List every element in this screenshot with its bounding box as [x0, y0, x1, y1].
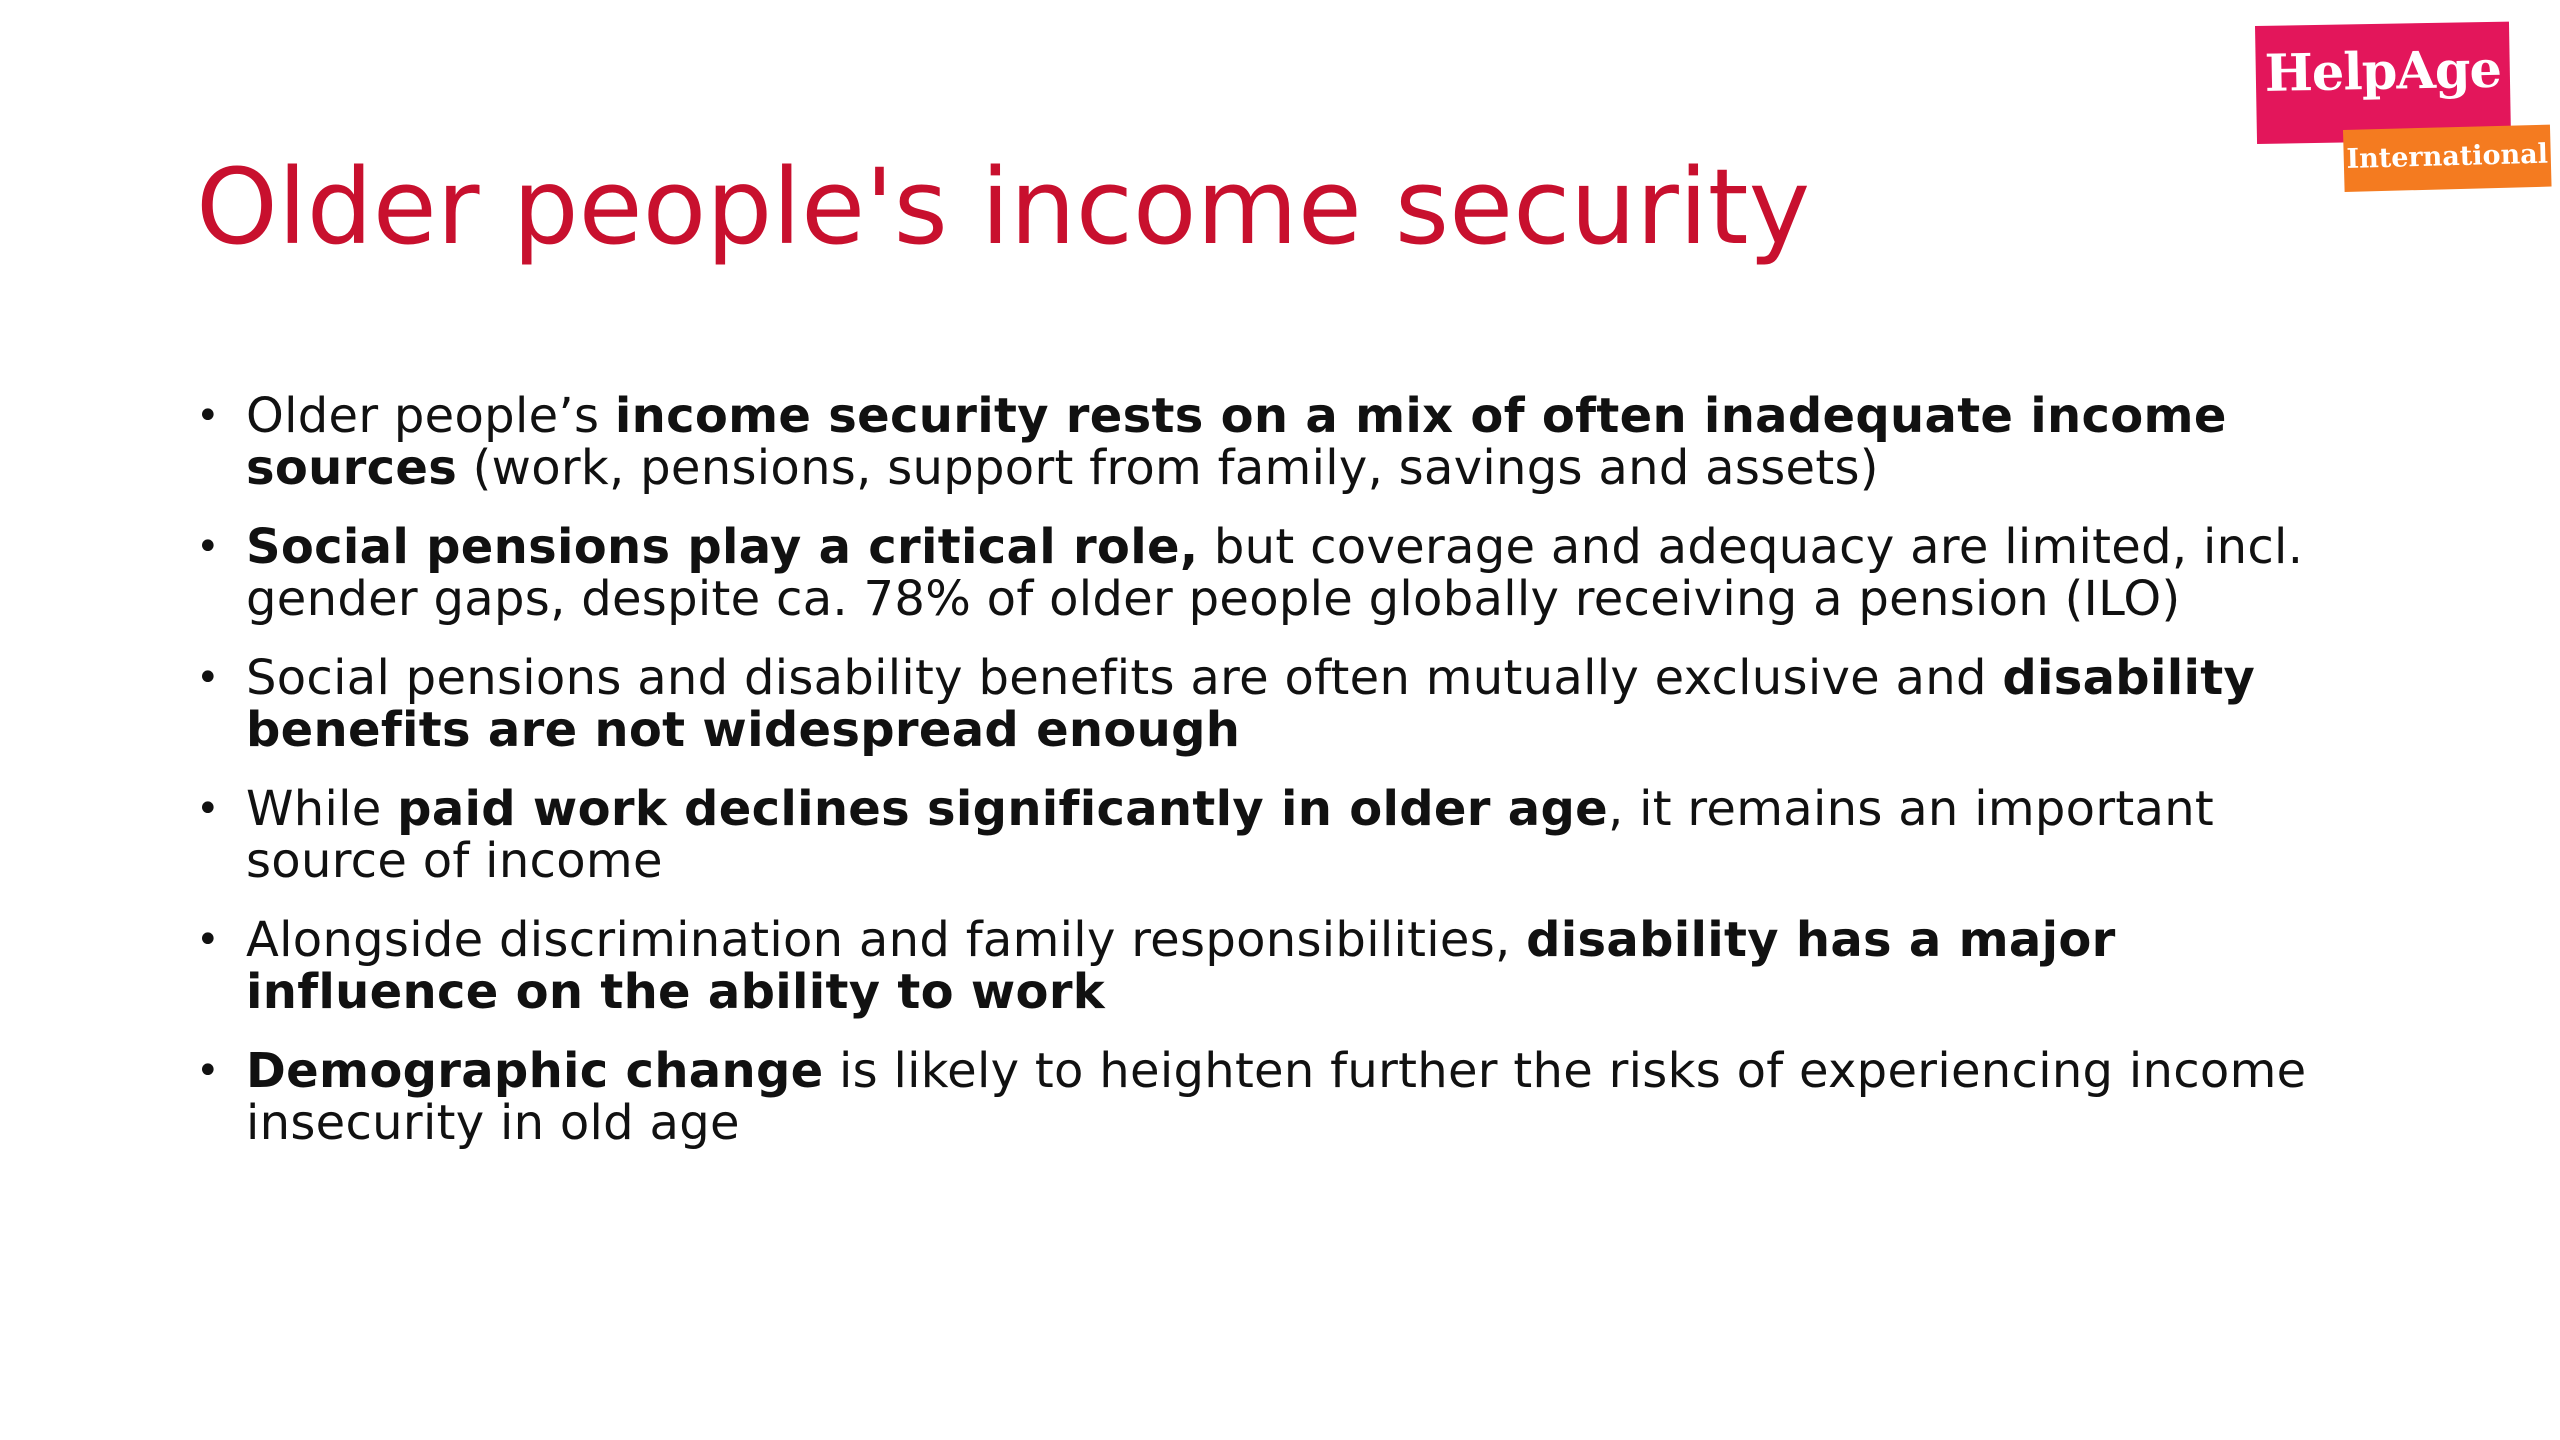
bullet-text-segment: While — [246, 781, 398, 837]
bullet-marker: • — [196, 1048, 220, 1094]
helpage-logo — [2255, 26, 2550, 196]
slide-title: Older people's income security — [196, 146, 1811, 268]
logo-secondary-block — [2343, 125, 2552, 192]
bullet-item — [196, 521, 2346, 625]
bullet-item — [196, 914, 2346, 1018]
logo-name: HelpAge — [2264, 39, 2502, 104]
logo-subtitle: International — [2346, 138, 2549, 175]
bullet-text-bold: disability has a major influence on the ability to work — [246, 912, 2116, 1020]
bullet-text — [246, 781, 2214, 889]
bullet-text — [246, 1043, 2307, 1151]
bullet-text-bold: income security rests on a mix of often inadequate income sources — [246, 388, 2227, 496]
bullet-text-segment: Older people’s — [246, 388, 615, 444]
bullet-text-bold: paid work declines significantly in older age — [397, 781, 1608, 837]
bullet-marker: • — [196, 655, 220, 701]
bullet-list — [196, 390, 2346, 1176]
bullet-text-segment: Alongside discrimination and family responsibilities, — [246, 912, 1527, 968]
bullet-marker: • — [196, 786, 220, 832]
bullet-text — [246, 388, 2227, 496]
bullet-text-bold: Demographic change — [246, 1043, 824, 1099]
bullet-text — [246, 519, 2303, 627]
bullet-marker: • — [196, 524, 220, 570]
bullet-item — [196, 1045, 2346, 1149]
bullet-text-segment: , it remains an important source of income — [246, 781, 2215, 889]
bullet-item — [196, 652, 2346, 756]
bullet-item — [196, 783, 2346, 887]
bullet-text-segment: (work, pensions, support from family, savings and assets) — [457, 440, 1879, 496]
bullet-text-segment: Social pensions and disability benefits are often mutually exclusive and — [246, 650, 2003, 706]
bullet-text-segment: but coverage and adequacy are limited, incl. gender gaps, despite ca. 78% of older people globally receiving a pension (ILO) — [246, 519, 2304, 627]
bullet-item — [196, 390, 2346, 494]
bullet-text — [246, 650, 2255, 758]
bullet-text-segment: is likely to heighten further the risks of experiencing income insecurity in old age — [246, 1043, 2307, 1151]
bullet-marker: • — [196, 393, 220, 439]
bullet-text-bold: Social pensions play a critical role, — [246, 519, 1199, 575]
bullet-text-bold: disability benefits are not widespread enough — [246, 650, 2256, 758]
bullet-text — [246, 912, 2116, 1020]
bullet-marker: • — [196, 917, 220, 963]
